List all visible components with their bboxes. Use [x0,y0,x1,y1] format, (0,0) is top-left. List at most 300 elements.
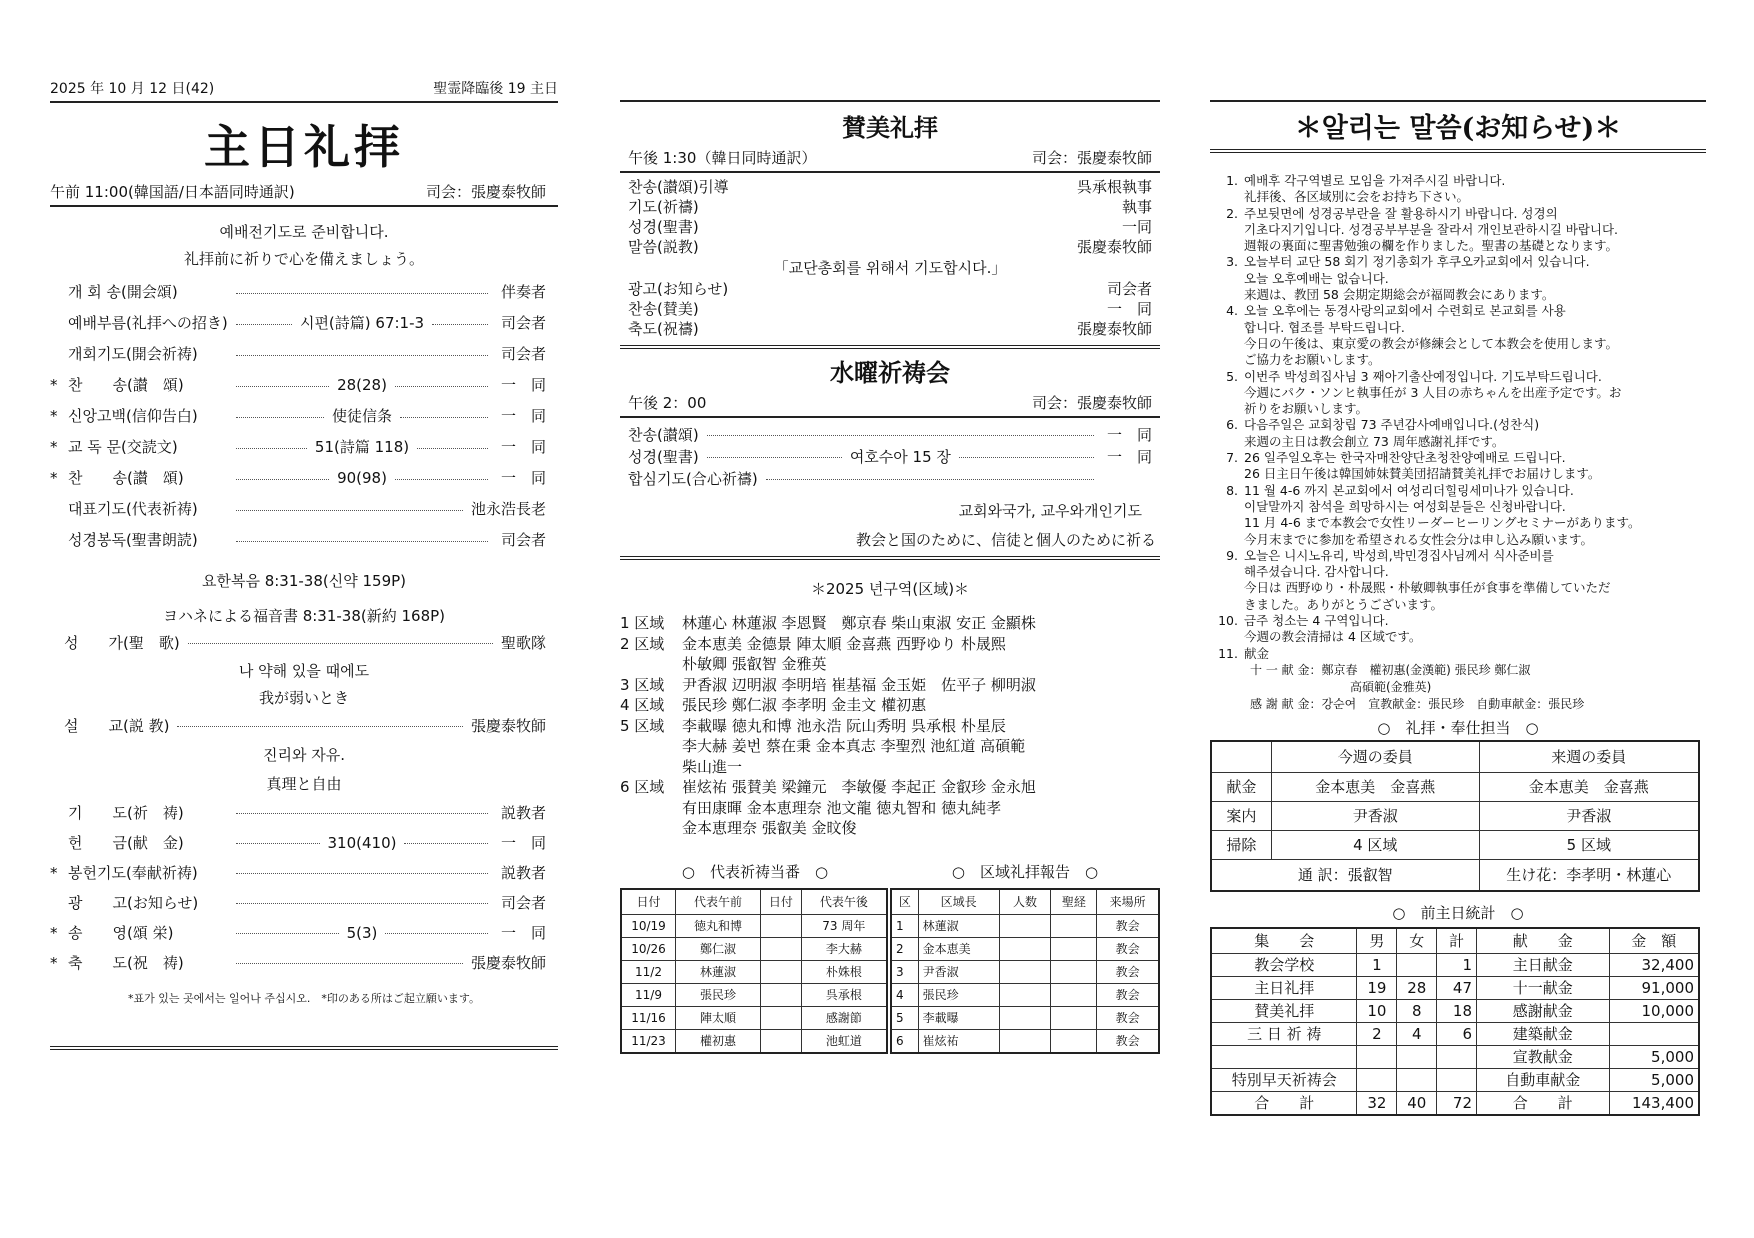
prep-japanese: 礼拝前に祈りで心を備えましょう。 [183,250,424,268]
region-members [682,716,1025,778]
table-row [621,1029,887,1053]
order-label: 성경봉독(聖書朗読) [68,531,198,549]
region-report-title: ○ 区域礼拝報告 ○ [951,862,1099,881]
table-cell [999,937,1051,960]
sermon-title-japanese: 真理と自由 [266,775,342,793]
notice-body [1244,173,1505,206]
table-row [1211,1068,1699,1091]
notice-body [1244,417,1539,450]
table-cell [1051,1006,1097,1029]
wednesday-presider: 司会：張慶泰牧師 [1031,394,1152,412]
region-member-line: 金本恵理奈 張叡美 金旼俊 [682,819,857,837]
notice-line: ご協力をお願いします。 [1244,352,1381,368]
wednesday-order [620,418,1160,490]
standing-mark: * [50,863,58,882]
dotted-leader [236,354,488,356]
program-label: 찬송(讃頌)引導 [628,177,729,196]
order-label: 봉헌기도(奉献祈祷) [68,863,198,882]
bulletin-date: 2025 年 10 月 12 日(42) [50,81,215,97]
dotted-leader [236,416,324,418]
date-bar [50,78,558,103]
table-cell: 鄭仁淑 [676,937,761,960]
scripture-korean: 요한복음 8:31-38(신약 159P) [201,572,407,590]
tithe-offering-line: 十 一 献 金：鄭京春 權初惠(金漢範) 張民珍 鄭仁淑 [1250,662,1531,677]
interpreter-cell: 通 訳：張叡智 [1211,859,1479,891]
order-reference: 51(詩篇 118) [314,438,410,456]
table-cell [1437,1068,1477,1091]
dotted-leader [766,478,1094,480]
table-cell: 28 [1397,976,1437,999]
notice-line: 来週は、教団 58 会期定期総会が福岡教会にあります。 [1244,287,1555,303]
table-cell: 10 [1357,999,1397,1022]
notice-body [1244,206,1618,255]
program-label: 찬송(賛美) [628,299,699,318]
order-leader: 一 同 [500,833,546,852]
table-cell: 10/19 [621,914,676,937]
order-leader: 一 同 [501,376,547,394]
region-member-line: 張民珍 鄭仁淑 李孝明 金圭文 權初惠 [682,696,927,714]
notice-line: 献金 [1244,645,1270,661]
region-member-line: 李載曝 徳丸和博 池永浩 阮山秀明 呉承根 朴星辰 [682,716,1006,735]
notice-item [1210,254,1706,303]
order-leader: 池永浩長老 [470,500,546,518]
sermon-title-korean: 진리와 자유. [263,746,345,764]
program-leader: 張慶泰牧師 [1076,237,1152,256]
table-cell: 朴姝根 [801,960,887,983]
region-member-line: 有田康暉 金本恵理奈 池文龍 徳丸智和 徳丸純孝 [682,798,1002,817]
program-reference: 여호수아 15 장 [849,447,951,466]
table-cell: 11/9 [621,983,676,1006]
region-block [620,613,1160,634]
program-item [628,237,1152,257]
praise-note: 「교단총회를 위해서 기도합시다.」 [773,259,1007,277]
table-cell [761,1006,802,1029]
program-label: 합심기도(合心祈禱) [628,469,758,488]
order-label: 찬 송(讃 頌) [68,469,184,487]
table-cell: 19 [1357,976,1397,999]
order-leader: 一 同 [501,923,547,942]
column-header: 日付 [761,889,802,915]
table-cell: 教会 [1097,1029,1159,1053]
table-cell: 教会 [1097,914,1159,937]
column-header: 集 会 [1211,928,1357,954]
notice-line: 来週の主日は教会創立 73 周年感謝礼拝です。 [1244,433,1505,449]
program-label: 말씀(説教) [628,237,699,256]
section-rule [620,345,1160,349]
notice-line: 今週にパク・ソンヒ執事任が 3 人目の赤ちゃんを出産予定です。お [1244,384,1622,400]
column-header: 金 額 [1609,928,1699,954]
table-row [891,914,1159,937]
table-row [891,1029,1159,1053]
order-reference: 5(3) [346,923,378,942]
order-label: 광 고(お知らせ) [68,893,199,912]
table-cell [761,914,802,937]
table-cell: 献金 [1211,772,1271,801]
order-item [50,858,558,888]
prep-korean: 예배전기도로 준비합니다. [219,223,389,241]
table-cell: 主日礼拝 [1211,976,1357,999]
order-of-worship-2 [50,798,558,978]
table-row [621,1006,887,1029]
order-leader: 張慶泰牧師 [470,716,546,735]
region-name: 5 区域 [620,716,665,735]
table-row [621,960,887,983]
notice-line: 합니다. 협조를 부탁드립니다. [1244,319,1405,335]
service-info [50,181,558,207]
notice-item [1210,613,1706,646]
region-block [620,634,1160,675]
notice-item [1210,646,1706,662]
region-member-line: 金本恵美 金德景 陣太順 金喜燕 西野ゆり 朴晟熙 [682,634,1006,653]
table-cell: 陣太順 [676,1006,761,1029]
order-reference: 시편(詩篇) 67:1-3 [299,314,425,332]
notice-item [1210,206,1706,255]
table-cell: 11/16 [621,1006,676,1029]
program-label: 찬송(讃頌) [628,425,699,444]
table-cell: 教会 [1097,960,1159,983]
program-item [628,217,1152,237]
table-cell: 3 [891,960,918,983]
table-row [891,1006,1159,1029]
table-cell: 十一献金 [1477,976,1610,999]
notice-number: 7. [1226,450,1238,466]
standing-mark: * [50,407,58,425]
tables-row [620,888,1160,1054]
notice-line: 26 日主日午後は韓国姉妹賛美団招請賛美礼拝でお届けします。 [1244,466,1601,482]
order-reference: 90(98) [337,469,387,487]
wednesday-note-korean: 교회와국가, 교우와개인기도 [958,502,1142,520]
region-members [682,777,1036,839]
notice-body [1244,450,1600,483]
choir-title-korean: 나 약해 있을 때에도 [238,662,370,680]
table-cell: 教会 [1097,937,1159,960]
order-label: 성 가(聖 歌) [64,633,180,652]
table-cell [1437,1045,1477,1068]
table-header-row [1211,741,1699,773]
table-cell: 教会 [1097,983,1159,1006]
dotted-leader [236,962,463,964]
column-header: 区域長 [918,889,999,915]
region-title: ＊2025 년구역(区域)＊ [810,580,970,598]
order-of-worship [50,277,558,556]
table-cell: 5,000 [1609,1045,1699,1068]
region-block [620,716,1160,778]
order-item [50,308,558,339]
table-header-row [1211,928,1699,954]
dotted-leader [385,932,488,934]
bottom-rule [50,1046,558,1050]
notice-line: 今月末までに参加を希望される女性会分は申し込み願います。 [1244,531,1594,547]
program-leader: 一 同 [1106,299,1152,318]
program-item [628,197,1152,217]
column-header: 代表午前 [676,889,761,915]
region-block [620,675,1160,696]
table-cell: 11/2 [621,960,676,983]
notice-body [1244,613,1421,646]
table-cell [999,1006,1051,1029]
table-cell: 8 [1397,999,1437,1022]
column-header: 区 [891,889,918,915]
praise-order-2 [620,279,1160,339]
order-item [50,277,558,308]
table-cell: 32 [1357,1091,1397,1115]
table-cell: 呉承根 [801,983,887,1006]
standing-footnote: *표가 있는 곳에서는 일어나 주십시오. *印のある所はご起立願います。 [128,992,480,1005]
dotted-leader [417,447,488,449]
table-cell: 91,000 [1609,976,1699,999]
region-members [682,675,1036,696]
region-member-line: 林蓮心 林蓮淑 李恩賢 鄭京春 柴山東淑 安正 金顯株 [682,614,1036,632]
table-cell: 2 [1357,1022,1397,1045]
table-cell: 4 [891,983,918,1006]
program-leader: 一 同 [1106,425,1152,444]
table-cell: 72 [1437,1091,1477,1115]
notice-item [1210,417,1706,450]
column-header [1211,741,1271,773]
prayer-duty-title: ○ 代表祈祷当番 ○ [681,862,829,881]
table-cell: 尹香淑 [918,960,999,983]
order-leader: 一 同 [501,469,547,487]
dotted-leader [236,509,463,511]
offering-details [1210,662,1706,713]
standing-mark: * [50,438,58,456]
notice-body [1244,303,1618,368]
dotted-leader [236,842,320,844]
table-cell: 2 [891,937,918,960]
order-label: 송 영(頌 栄) [68,923,174,942]
program-item [628,319,1152,339]
notice-number: 8. [1226,482,1238,498]
duty-title: ○ 礼拝・奉仕担当 ○ [1377,718,1539,737]
region-name: 1 区域 [620,614,665,632]
table-cell: 1 [1357,953,1397,976]
program-leader: 張慶泰牧師 [1076,319,1152,338]
column-header: 日付 [621,889,676,915]
service-time: 午前 11:00(韓国語/日本語同時通訳) [50,183,295,201]
table-cell: 5 [891,1006,918,1029]
liturgical-season: 聖霊降臨後 19 主日 [433,81,558,97]
wednesday-time: 午後 2：00 [628,394,707,412]
table-cell: 尹香淑 [1479,801,1699,830]
region-members [682,695,926,716]
title-rule [1210,149,1706,153]
table-cell [1051,937,1097,960]
order-item [50,463,558,494]
table-row [621,914,887,937]
notice-line: 다음주일은 교회창립 73 주년감사예배입니다.(성찬식) [1244,417,1540,433]
program-leader: 執事 [1121,197,1152,216]
dotted-leader [707,456,842,458]
dotted-leader [236,540,488,542]
table-cell: 5 区域 [1479,830,1699,859]
program-label: 성경(聖書) [628,447,699,466]
program-item [628,468,1152,490]
scripture-japanese: ヨハネによる福音書 8:31-38(新約 168P) [162,607,446,625]
table-cell: 合 計 [1211,1091,1357,1115]
order-item [50,339,558,370]
table-cell: 賛美礼拝 [1211,999,1357,1022]
dotted-leader [177,725,463,727]
region-members [682,613,1036,634]
praise-order [620,173,1160,257]
column-header: 献 金 [1477,928,1610,954]
column-header: 人数 [999,889,1051,915]
table-row [1211,830,1699,859]
order-leader: 張慶泰牧師 [470,953,546,972]
standing-mark: * [50,923,58,942]
stats-title: ○ 前主日統計 ○ [1392,903,1524,922]
order-item [50,798,558,828]
table-cell: 合 計 [1477,1091,1610,1115]
order-label: 예배부름(礼拝への招き) [68,314,228,332]
region-name: 3 区域 [620,675,665,694]
table-cell: 1 [891,914,918,937]
notice-item [1210,450,1706,483]
program-item [628,279,1152,299]
notice-line: きました。ありがとうございます。 [1244,596,1444,612]
table-row [1211,1091,1699,1115]
standing-mark: * [50,953,58,972]
table-cell: 18 [1437,999,1477,1022]
order-label: 헌 금(献 金) [68,833,184,852]
choir-title-japanese: 我が弱いとき [258,689,349,707]
wednesday-info [620,392,1160,418]
table-cell: 張民珍 [918,983,999,1006]
praise-info [620,147,1160,173]
region-name: 2 区域 [620,634,665,653]
table-cell [999,914,1051,937]
table-cell [761,960,802,983]
column-header: 来場所 [1097,889,1159,915]
order-label: 교 독 문(交読文) [68,438,178,456]
thanks-offering-line: 感 謝 献 金：강순여 宣教献金：張民珍 自動車献金：張民珍 [1250,696,1585,711]
table-cell: 教会 [1097,1006,1159,1029]
table-cell: 教会学校 [1211,953,1357,976]
notice-line: 今週の教会清掃は 4 区域です。 [1244,629,1422,645]
notice-number: 10. [1218,613,1238,629]
table-cell: 尹香淑 [1271,801,1479,830]
notice-number: 2. [1226,205,1238,221]
table-cell [1397,1045,1437,1068]
table-cell: 特別早天祈祷会 [1211,1068,1357,1091]
table-cell: 李大赫 [801,937,887,960]
table-cell [1357,1045,1397,1068]
region-name: 4 区域 [620,696,665,714]
column-header: 計 [1437,928,1477,954]
table-cell: 感謝節 [801,1006,887,1029]
region-report-table [890,888,1160,1054]
notice-line: 오늘부터 교단 58 회기 정기총회가 후쿠오카교회에서 있습니다. [1244,254,1590,270]
order-leader: 説教者 [500,863,546,882]
table-cell: 4 [1397,1022,1437,1045]
notice-number: 1. [1226,173,1238,188]
order-item [50,918,558,948]
column-header: 来週の委員 [1479,741,1699,773]
table-cell: 李載曝 [918,1006,999,1029]
order-item [50,401,558,432]
table-row [1211,999,1699,1022]
program-leader: 一同 [1121,217,1152,236]
order-item-sermon [50,708,558,744]
dotted-leader [236,292,488,294]
table-cell [1051,983,1097,1006]
order-reference: 310(410) [327,833,397,852]
notice-item [1210,173,1706,206]
table-header-row [621,889,887,915]
notice-number: 11. [1218,645,1238,661]
table-cell: 林蓮淑 [918,914,999,937]
notice-line: 今日は 西野ゆり・朴晟熙・朴敏卿執事任が食事を準備していただ [1244,580,1611,596]
table-row [891,960,1159,983]
praise-title: 賛美礼拝 [842,113,938,142]
column-header: 今週の委員 [1271,741,1479,773]
order-item [50,888,558,918]
dotted-leader [236,478,329,480]
region-block [620,695,1160,716]
table-cell [999,960,1051,983]
notice-body [1244,369,1621,418]
notice-line: 오늘 오후예배는 없습니다. [1244,270,1389,286]
table-row [891,983,1159,1006]
column-header: 女 [1397,928,1437,954]
table-row [1211,772,1699,801]
notice-line: 오늘은 니시노유리, 박성희,박민경집사님께서 식사준비를 [1244,547,1554,563]
table-row [1211,1022,1699,1045]
order-leader: 司会者 [500,531,546,549]
program-item [628,299,1152,319]
table-cell [1397,953,1437,976]
flowers-cell: 生け花：李孝明・林蓮心 [1479,859,1699,891]
order-reference: 28(28) [337,376,387,394]
order-item [50,828,558,858]
notice-item [1210,369,1706,418]
table-cell: 權初惠 [676,1029,761,1053]
table-cell: 池虹道 [801,1029,887,1053]
dotted-leader [236,902,488,904]
notice-line: 祈りをお願いします。 [1244,401,1369,417]
notice-line: 11 月 4-6 まで本教会で女性リーダーヒーリングセミナーがあります。 [1244,515,1641,531]
notice-number: 6. [1226,417,1238,433]
notice-line: 이번주 박성희집사님 3 째아기출산예정입니다. 기도부탁드립니다. [1244,368,1602,384]
table-cell [1397,1068,1437,1091]
wednesday-title: 水曜祈祷会 [830,358,950,387]
table-cell [761,937,802,960]
order-item [50,525,558,556]
region-members [682,634,1006,675]
region-member-line: 朴敏卿 張叡智 金雅英 [682,655,827,673]
table-cell: 掃除 [1211,830,1271,859]
notices-title: ＊알리는 말씀(お知らせ)＊ [1294,113,1622,144]
order-label: 축 도(祝 祷) [68,953,184,972]
dotted-leader [236,447,307,449]
table-cell: 主日献金 [1477,953,1610,976]
notice-item [1210,303,1706,368]
table-row [621,983,887,1006]
order-leader: 一 同 [501,407,547,425]
table-cell: 自動車献金 [1477,1068,1610,1091]
stats-table [1210,927,1700,1116]
order-item [50,432,558,463]
order-label: 개회기도(開会祈祷) [68,345,198,363]
program-item [628,446,1152,468]
order-leader: 聖歌隊 [500,633,546,652]
order-label: 기 도(祈 祷) [68,803,184,822]
order-item [50,948,558,978]
notice-line: 기초다지기입니다. 성경공부부분을 잘라서 개인보관하시길 바랍니다. [1244,221,1619,237]
program-label: 기도(祈禱) [628,197,699,216]
program-label: 광고(お知らせ) [628,279,729,298]
dotted-leader [236,385,329,387]
